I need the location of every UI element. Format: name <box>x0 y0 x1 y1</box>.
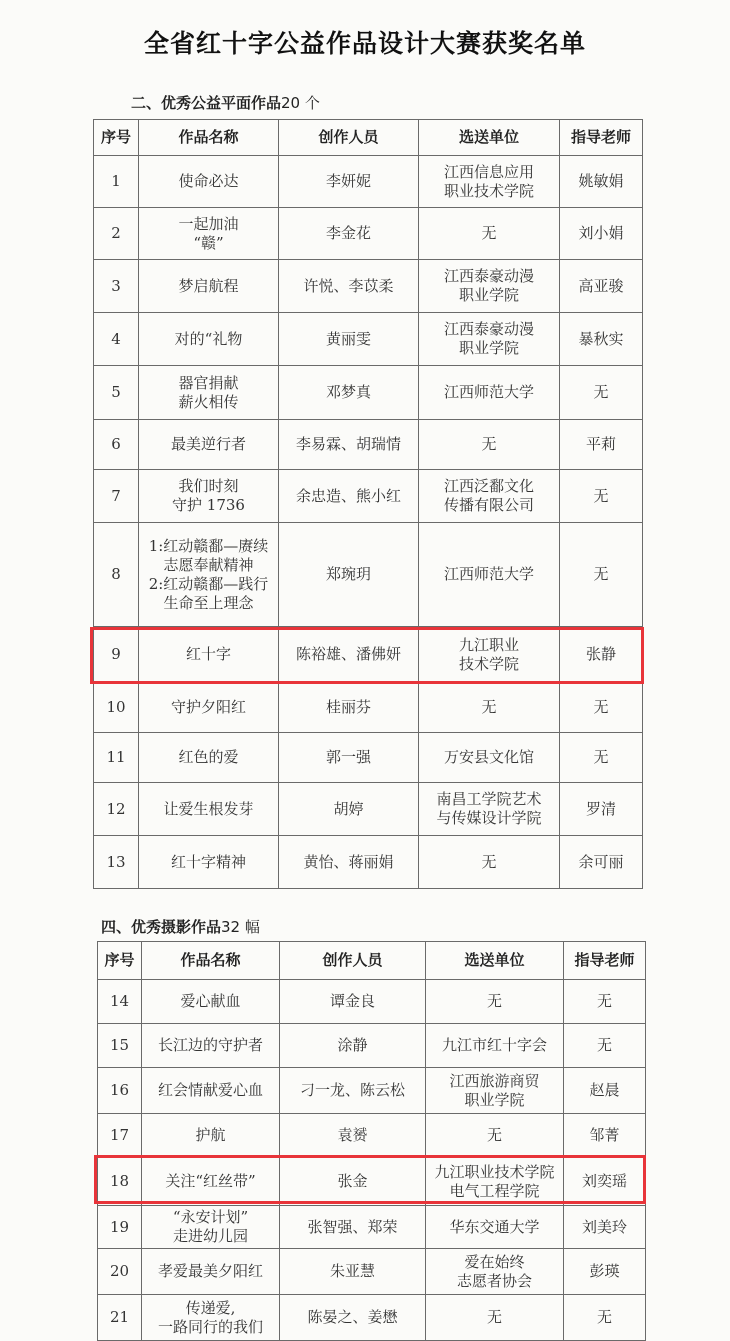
cell-creators <box>279 836 419 889</box>
cell-line: 1:红动赣鄱—赓续 <box>148 536 269 555</box>
cell-line: 志愿者协会 <box>456 1271 532 1290</box>
cell-line: 邹菁 <box>589 1126 620 1144</box>
table-row <box>98 1206 646 1249</box>
cell-line: 梦启航程 <box>178 276 239 295</box>
cell-creators <box>279 366 419 420</box>
cell-creators <box>279 627 419 683</box>
cell-line: 罗清 <box>585 799 616 818</box>
cell-line: 无 <box>481 435 497 453</box>
cell-work <box>139 208 279 260</box>
cell-line: 无 <box>593 748 609 766</box>
cell-line: 郭一强 <box>325 748 371 766</box>
section-count: 32 幅 <box>221 918 260 936</box>
cell-no: 10 <box>94 683 139 733</box>
cell-creators <box>279 470 419 523</box>
cell-no: 16 <box>98 1068 142 1114</box>
cell-no: 12 <box>94 783 139 836</box>
cell-line: 张智强、郑荣 <box>307 1217 398 1236</box>
cell-line: 桂丽芬 <box>325 698 371 716</box>
cell-no: 13 <box>94 836 139 889</box>
cell-unit <box>419 683 560 733</box>
cell-line: 李妍妮 <box>325 172 371 190</box>
cell-advisor <box>560 836 643 889</box>
cell-line: 职业学院 <box>458 286 519 304</box>
table-row <box>94 783 643 836</box>
cell-line: 一起加油 <box>178 214 239 233</box>
table-row <box>94 260 643 313</box>
cell-line: 传播有限公司 <box>443 496 534 514</box>
award-table-photo <box>97 941 646 1341</box>
cell-line: 刘美玲 <box>581 1217 627 1236</box>
cell-line: 刘小娟 <box>578 224 624 242</box>
table-header-row <box>98 942 646 980</box>
cell-line: 对的“礼物 <box>174 329 243 348</box>
cell-line: 九江职业技术学院 <box>434 1162 555 1181</box>
cell-work <box>142 1068 280 1114</box>
cell-work <box>139 313 279 366</box>
cell-unit <box>419 208 560 260</box>
cell-no: 19 <box>98 1206 142 1249</box>
cell-line: “永安计划” <box>172 1208 249 1226</box>
cell-unit <box>426 1068 564 1114</box>
cell-line: 无 <box>596 1036 612 1054</box>
cell-unit <box>419 836 560 889</box>
cell-creators <box>279 313 419 366</box>
cell-line: 赵晨 <box>589 1081 620 1099</box>
cell-work <box>139 470 279 523</box>
cell-line: 张静 <box>585 645 616 663</box>
cell-creators <box>280 1295 426 1341</box>
cell-line: 刘奕瑶 <box>581 1172 627 1190</box>
cell-line: 孝爱最美夕阳红 <box>157 1262 263 1280</box>
section-heading-text: 二、优秀公益平面作品 <box>131 94 282 112</box>
cell-line: 无 <box>481 698 497 716</box>
cell-line: 平莉 <box>585 435 616 453</box>
cell-creators <box>279 208 419 260</box>
cell-line: 无 <box>593 486 609 505</box>
cell-line: 2:红动赣鄱—践行 <box>148 574 269 593</box>
cell-no: 7 <box>94 470 139 523</box>
cell-line: 江西师范大学 <box>443 565 534 583</box>
column-header-creators: 创作人员 <box>280 942 426 980</box>
cell-advisor <box>564 1024 646 1068</box>
cell-line: 使命必达 <box>178 172 239 190</box>
cell-creators <box>280 1158 426 1206</box>
table-row <box>94 523 643 627</box>
cell-work <box>139 420 279 470</box>
cell-unit <box>426 1158 564 1206</box>
cell-work <box>142 1114 280 1158</box>
cell-no: 15 <box>98 1024 142 1068</box>
cell-line: 红十字 <box>185 645 231 663</box>
cell-line: 黄怡、蒋丽娟 <box>303 852 394 871</box>
cell-no: 9 <box>94 627 139 683</box>
cell-line: 余忠造、熊小红 <box>295 486 401 505</box>
cell-line: 刁一龙、陈云松 <box>299 1081 405 1099</box>
table-row <box>94 156 643 208</box>
cell-line: 无 <box>596 992 612 1010</box>
cell-line: 江西旅游商贸 <box>449 1071 540 1090</box>
cell-advisor <box>564 1249 646 1295</box>
cell-line: 走进幼儿园 <box>172 1227 248 1245</box>
cell-advisor <box>560 156 643 208</box>
table-row <box>94 208 643 260</box>
cell-advisor <box>560 208 643 260</box>
cell-unit <box>426 1295 564 1341</box>
cell-creators <box>280 1206 426 1249</box>
cell-line: 无 <box>486 1126 502 1144</box>
column-header-work: 作品名称 <box>139 120 279 156</box>
cell-line: 无 <box>486 1308 502 1326</box>
section-count: 20 个 <box>281 94 320 112</box>
column-header-no: 序号 <box>98 942 142 980</box>
table-row <box>98 1249 646 1295</box>
column-header-advisor: 指导老师 <box>564 942 646 980</box>
cell-unit <box>426 1249 564 1295</box>
cell-work <box>139 260 279 313</box>
column-header-unit: 选送单位 <box>419 120 560 156</box>
cell-line: 谭金良 <box>329 992 375 1010</box>
cell-line: 技术学院 <box>458 654 519 673</box>
cell-advisor <box>560 470 643 523</box>
cell-line: 彭瑛 <box>589 1262 620 1280</box>
cell-advisor <box>564 1295 646 1341</box>
cell-advisor <box>560 733 643 783</box>
column-header-unit: 选送单位 <box>426 942 564 980</box>
cell-work <box>139 836 279 889</box>
cell-advisor <box>564 1068 646 1114</box>
table-header-row <box>94 120 643 156</box>
cell-advisor <box>560 260 643 313</box>
cell-line: 守护 1736 <box>172 496 245 514</box>
cell-line: 器官捐献 <box>178 373 239 392</box>
cell-line: 长江边的守护者 <box>157 1036 263 1054</box>
cell-line: 一路同行的我们 <box>157 1317 263 1336</box>
cell-line: “赣” <box>193 233 224 252</box>
cell-unit <box>419 420 560 470</box>
cell-no: 21 <box>98 1295 142 1341</box>
cell-line: 黄丽雯 <box>325 329 371 348</box>
cell-unit <box>419 523 560 627</box>
cell-unit <box>419 627 560 683</box>
cell-creators <box>280 1068 426 1114</box>
cell-advisor <box>564 1114 646 1158</box>
cell-line: 李易霖、胡瑞情 <box>295 435 401 453</box>
cell-line: 胡婷 <box>333 799 364 818</box>
cell-line: 关注“红丝带” <box>165 1172 256 1190</box>
cell-line: 职业技术学院 <box>443 181 534 200</box>
cell-creators <box>279 733 419 783</box>
cell-line: 最美逆行者 <box>170 435 246 453</box>
cell-line: 红十字精神 <box>170 852 246 871</box>
cell-line: 余可丽 <box>578 852 624 871</box>
cell-creators <box>280 1249 426 1295</box>
cell-work <box>139 683 279 733</box>
cell-line: 红色的爱 <box>178 748 239 766</box>
table-row <box>98 980 646 1024</box>
cell-advisor <box>560 366 643 420</box>
table-row <box>94 683 643 733</box>
cell-work <box>139 523 279 627</box>
cell-unit <box>426 1024 564 1068</box>
cell-line: 护航 <box>195 1126 226 1144</box>
table-row <box>98 1114 646 1158</box>
table-row <box>94 420 643 470</box>
award-table-graphic <box>93 119 643 889</box>
cell-line: 无 <box>481 852 497 871</box>
cell-line: 无 <box>486 992 502 1010</box>
table-row <box>94 627 643 683</box>
column-header-advisor: 指导老师 <box>560 120 643 156</box>
section-heading-text: 四、优秀摄影作品 <box>101 918 222 936</box>
cell-line: 邓梦真 <box>325 383 371 401</box>
column-header-no: 序号 <box>94 120 139 156</box>
cell-unit <box>419 733 560 783</box>
cell-work <box>139 627 279 683</box>
cell-line: 涂静 <box>337 1036 368 1054</box>
cell-line: 电气工程学院 <box>449 1181 540 1200</box>
cell-no: 11 <box>94 733 139 783</box>
cell-line: 红会情献爱心血 <box>157 1081 263 1099</box>
cell-work <box>142 1158 280 1206</box>
cell-line: 华东交通大学 <box>449 1217 540 1236</box>
cell-work <box>139 783 279 836</box>
cell-work <box>139 156 279 208</box>
cell-advisor <box>560 420 643 470</box>
cell-advisor <box>560 313 643 366</box>
cell-advisor <box>560 683 643 733</box>
cell-line: 无 <box>593 698 609 716</box>
cell-unit <box>426 1206 564 1249</box>
cell-line: 朱亚慧 <box>329 1262 375 1280</box>
cell-line: 江西泰豪动漫 <box>443 267 534 285</box>
cell-line: 职业学院 <box>458 339 519 357</box>
cell-creators <box>279 260 419 313</box>
table-row <box>98 1295 646 1341</box>
cell-line: 传递爱, <box>185 1298 236 1317</box>
column-header-creators: 创作人员 <box>279 120 419 156</box>
cell-work <box>142 980 280 1024</box>
cell-line: 薪火相传 <box>178 392 239 411</box>
cell-unit <box>426 980 564 1024</box>
cell-creators <box>279 783 419 836</box>
cell-advisor <box>560 523 643 627</box>
cell-line: 与传媒设计学院 <box>436 809 542 827</box>
cell-advisor <box>564 1158 646 1206</box>
cell-line: 李金花 <box>325 224 371 242</box>
cell-line: 生命至上理念 <box>163 593 254 612</box>
cell-no: 8 <box>94 523 139 627</box>
cell-line: 袁赟 <box>337 1126 368 1144</box>
cell-line: 爱心献血 <box>180 992 241 1010</box>
cell-line: 南昌工学院艺术 <box>436 790 542 808</box>
cell-no: 17 <box>98 1114 142 1158</box>
cell-no: 3 <box>94 260 139 313</box>
cell-line: 姚敏娟 <box>578 172 624 190</box>
cell-no: 6 <box>94 420 139 470</box>
cell-unit <box>419 783 560 836</box>
cell-line: 志愿奉献精神 <box>163 555 254 574</box>
cell-line: 让爱生根发芽 <box>163 799 254 818</box>
cell-creators <box>279 523 419 627</box>
cell-no: 2 <box>94 208 139 260</box>
cell-creators <box>279 156 419 208</box>
cell-line: 江西信息应用 <box>443 162 534 181</box>
cell-creators <box>280 1024 426 1068</box>
page-title: 全省红十字公益作品设计大赛获奖名单 <box>143 29 586 58</box>
cell-creators <box>279 420 419 470</box>
cell-no: 14 <box>98 980 142 1024</box>
table-row <box>94 733 643 783</box>
cell-no: 4 <box>94 313 139 366</box>
cell-line: 九江市红十字会 <box>441 1036 547 1054</box>
cell-line: 江西泰豪动漫 <box>443 320 534 338</box>
cell-advisor <box>560 783 643 836</box>
cell-line: 陈裕雄、潘佛妍 <box>295 645 401 663</box>
cell-line: 无 <box>596 1308 612 1326</box>
table-row <box>98 1024 646 1068</box>
table-row <box>94 836 643 889</box>
cell-unit <box>419 470 560 523</box>
cell-line: 无 <box>481 224 497 242</box>
cell-unit <box>419 156 560 208</box>
table-row <box>94 470 643 523</box>
table-row <box>98 1158 646 1206</box>
cell-line: 无 <box>593 383 609 401</box>
cell-line: 爱在始终 <box>464 1252 525 1271</box>
table-row <box>94 313 643 366</box>
cell-work <box>142 1249 280 1295</box>
cell-line: 无 <box>593 565 609 583</box>
cell-unit <box>419 366 560 420</box>
cell-advisor <box>560 627 643 683</box>
cell-line: 守护夕阳红 <box>170 698 246 716</box>
cell-no: 1 <box>94 156 139 208</box>
cell-unit <box>419 260 560 313</box>
cell-creators <box>280 1114 426 1158</box>
cell-line: 陈晏之、姜懋 <box>307 1308 398 1326</box>
cell-line: 江西师范大学 <box>443 383 534 401</box>
cell-work <box>139 366 279 420</box>
cell-advisor <box>564 1206 646 1249</box>
cell-creators <box>279 683 419 733</box>
cell-work <box>142 1024 280 1068</box>
cell-line: 暴秋实 <box>578 329 624 348</box>
table-row <box>98 1068 646 1114</box>
cell-line: 江西泛鄱文化 <box>443 477 534 495</box>
table-row <box>94 366 643 420</box>
cell-work <box>139 733 279 783</box>
column-header-work: 作品名称 <box>142 942 280 980</box>
cell-no: 20 <box>98 1249 142 1295</box>
cell-line: 万安县文化馆 <box>443 748 534 766</box>
cell-line: 我们时刻 <box>178 477 239 495</box>
cell-line: 高亚骏 <box>578 276 624 295</box>
cell-unit <box>419 313 560 366</box>
cell-no: 5 <box>94 366 139 420</box>
cell-work <box>142 1295 280 1341</box>
cell-line: 郑琬玥 <box>325 565 371 583</box>
cell-creators <box>280 980 426 1024</box>
cell-line: 张金 <box>337 1172 368 1190</box>
cell-line: 九江职业 <box>458 635 519 654</box>
cell-line: 职业学院 <box>464 1090 525 1109</box>
cell-advisor <box>564 980 646 1024</box>
cell-no: 18 <box>98 1158 142 1206</box>
section-heading-photo <box>101 916 260 937</box>
cell-line: 许悦、李苡柔 <box>303 276 394 295</box>
cell-unit <box>426 1114 564 1158</box>
section-heading-graphic <box>131 92 320 113</box>
cell-work <box>142 1206 280 1249</box>
